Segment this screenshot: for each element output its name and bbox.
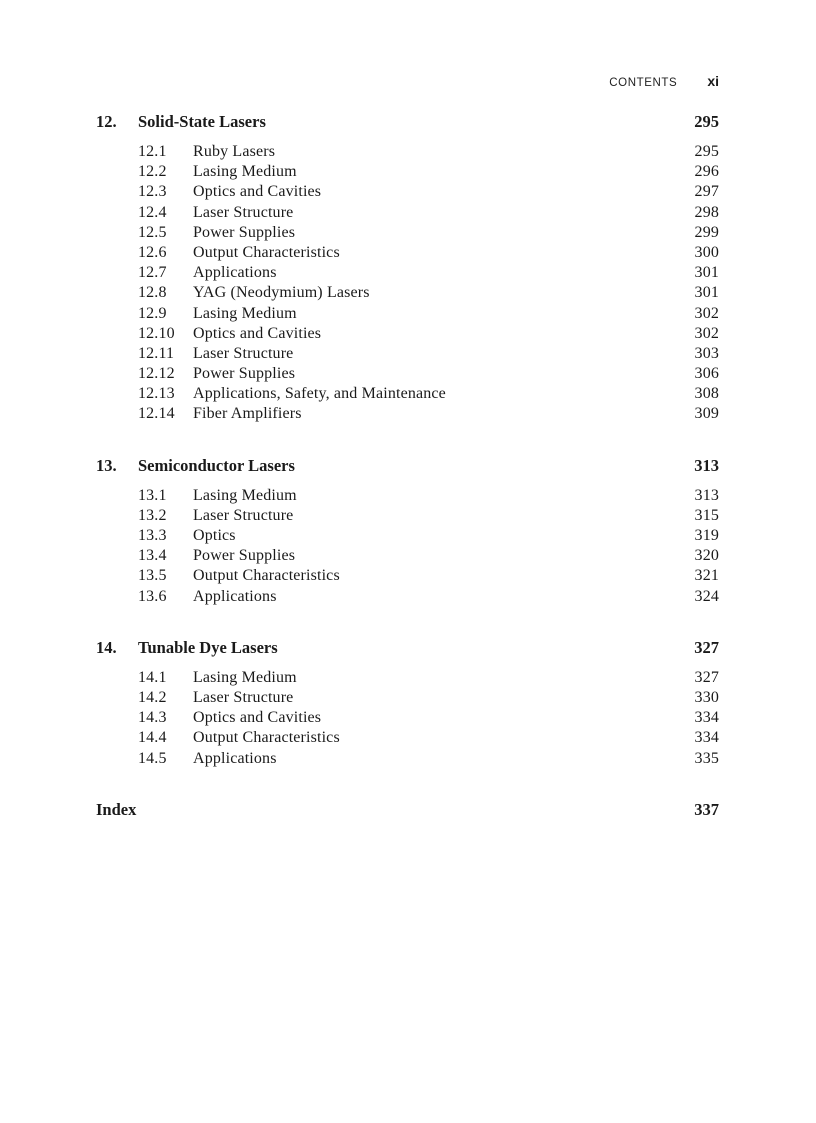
chapter-page: 327 xyxy=(694,637,719,657)
section-number: 13.6 xyxy=(138,587,167,605)
section-title: Laser Structure xyxy=(193,203,294,221)
section-entry[interactable] xyxy=(96,223,719,243)
section-number: 13.5 xyxy=(138,567,167,585)
page-header xyxy=(96,73,719,91)
table-of-contents xyxy=(96,111,719,821)
section-title: Lasing Medium xyxy=(193,486,297,504)
section-title: Optics and Cavities xyxy=(193,709,322,727)
section-title: Lasing Medium xyxy=(193,668,297,686)
section-title: Optics and Cavities xyxy=(193,183,322,201)
running-head: CONTENTS xyxy=(609,77,678,89)
section-page: 309 xyxy=(694,405,719,423)
section-title: Lasing Medium xyxy=(193,163,297,181)
section-entry[interactable] xyxy=(96,688,719,708)
section-number: 14.5 xyxy=(138,749,167,767)
section-title: Power Supplies xyxy=(193,365,296,383)
section-number: 13.4 xyxy=(138,547,167,565)
chapter-14 xyxy=(96,637,719,769)
section-entry[interactable] xyxy=(96,526,719,546)
section-title: Applications xyxy=(193,749,277,767)
section-entry[interactable] xyxy=(96,486,719,506)
section-number: 12.11 xyxy=(138,344,175,362)
section-number: 12.5 xyxy=(138,223,167,241)
section-page: 296 xyxy=(694,163,719,181)
section-entry[interactable] xyxy=(96,708,719,728)
section-entry[interactable] xyxy=(96,304,719,324)
section-number: 13.2 xyxy=(138,506,167,524)
section-number: 12.9 xyxy=(138,304,167,322)
section-page: 315 xyxy=(694,506,719,524)
chapter-heading[interactable] xyxy=(96,455,719,477)
section-title: Optics and Cavities xyxy=(193,324,322,342)
section-entry[interactable] xyxy=(96,587,719,607)
section-title: Power Supplies xyxy=(193,223,296,241)
section-number: 13.1 xyxy=(138,486,167,504)
section-number: 14.2 xyxy=(138,688,167,706)
section-entry[interactable] xyxy=(96,162,719,182)
section-title: Output Characteristics xyxy=(193,729,340,747)
section-title: Applications xyxy=(193,264,277,282)
section-page: 320 xyxy=(694,547,719,565)
chapter-page: 313 xyxy=(694,455,719,475)
section-page: 308 xyxy=(694,385,719,403)
section-page: 335 xyxy=(694,749,719,767)
chapter-heading[interactable] xyxy=(96,637,719,659)
section-page: 301 xyxy=(694,264,719,282)
section-number: 12.6 xyxy=(138,243,167,261)
section-entry[interactable] xyxy=(96,243,719,263)
section-title: YAG (Neodymium) Lasers xyxy=(193,284,370,302)
section-number: 14.1 xyxy=(138,668,167,686)
section-page: 303 xyxy=(694,344,719,362)
section-page: 295 xyxy=(694,143,719,160)
section-number: 12.1 xyxy=(138,143,167,160)
chapter-13 xyxy=(96,455,719,607)
chapter-title: Solid-State Lasers xyxy=(138,112,266,131)
section-title: Output Characteristics xyxy=(193,243,340,261)
section-entry[interactable] xyxy=(96,728,719,748)
section-page: 299 xyxy=(694,223,719,241)
chapter-number: 13. xyxy=(96,455,117,475)
section-entry[interactable] xyxy=(96,182,719,202)
section-entry[interactable] xyxy=(96,668,719,688)
section-page: 297 xyxy=(694,183,719,201)
section-entry[interactable] xyxy=(96,364,719,384)
chapter-title: Tunable Dye Lasers xyxy=(138,637,278,657)
section-entry[interactable] xyxy=(96,142,719,162)
section-entry[interactable] xyxy=(96,283,719,303)
section-number: 12.13 xyxy=(138,385,175,403)
section-page: 334 xyxy=(694,709,719,727)
chapter-heading[interactable] xyxy=(96,111,719,133)
section-title: Optics xyxy=(193,527,236,544)
section-entry[interactable] xyxy=(96,384,719,404)
section-page: 319 xyxy=(694,527,719,544)
section-title: Lasing Medium xyxy=(193,304,297,322)
section-title: Applications, Safety, and Maintenance xyxy=(193,385,446,403)
section-number: 12.10 xyxy=(138,324,175,342)
section-page: 327 xyxy=(694,668,719,686)
section-page: 302 xyxy=(694,324,719,342)
section-page: 334 xyxy=(694,729,719,747)
section-title: Output Characteristics xyxy=(193,567,340,585)
section-entry[interactable] xyxy=(96,546,719,566)
chapter-number: 12. xyxy=(96,112,117,131)
index-page: 337 xyxy=(694,799,719,819)
section-page: 306 xyxy=(694,365,719,383)
section-page: 321 xyxy=(694,567,719,585)
section-number: 12.3 xyxy=(138,183,167,201)
section-page: 300 xyxy=(694,243,719,261)
section-entry[interactable] xyxy=(96,344,719,364)
chapter-12 xyxy=(96,111,719,425)
section-entry[interactable] xyxy=(96,566,719,586)
section-page: 330 xyxy=(694,688,719,706)
chapter-number: 14. xyxy=(96,637,117,657)
section-entry[interactable] xyxy=(96,506,719,526)
section-entry[interactable] xyxy=(96,749,719,769)
section-title: Laser Structure xyxy=(193,688,294,706)
section-title: Laser Structure xyxy=(193,506,294,524)
chapter-title: Semiconductor Lasers xyxy=(138,455,295,475)
section-number: 13.3 xyxy=(138,527,167,544)
section-title: Laser Structure xyxy=(193,344,294,362)
page-number: xi xyxy=(707,73,719,89)
section-page: 324 xyxy=(694,587,719,605)
section-title: Fiber Amplifiers xyxy=(193,405,302,423)
section-entry[interactable] xyxy=(96,263,719,283)
section-entry[interactable] xyxy=(96,404,719,424)
section-number: 12.4 xyxy=(138,203,167,221)
section-number: 14.3 xyxy=(138,709,167,727)
section-entry[interactable] xyxy=(96,203,719,223)
section-page: 313 xyxy=(694,486,719,504)
chapter-page: 295 xyxy=(694,112,719,131)
section-number: 12.12 xyxy=(138,365,175,383)
section-entry[interactable] xyxy=(96,324,719,344)
section-title: Applications xyxy=(193,587,277,605)
index-entry[interactable] xyxy=(96,799,719,821)
section-page: 298 xyxy=(694,203,719,221)
section-title: Power Supplies xyxy=(193,547,296,565)
section-number: 12.8 xyxy=(138,284,167,302)
index-title: Index xyxy=(96,799,137,819)
section-number: 12.7 xyxy=(138,264,167,282)
section-title: Ruby Lasers xyxy=(193,143,276,160)
section-number: 12.14 xyxy=(138,405,175,423)
section-page: 302 xyxy=(694,304,719,322)
section-number: 12.2 xyxy=(138,163,167,181)
section-page: 301 xyxy=(694,284,719,302)
section-number: 14.4 xyxy=(138,729,167,747)
